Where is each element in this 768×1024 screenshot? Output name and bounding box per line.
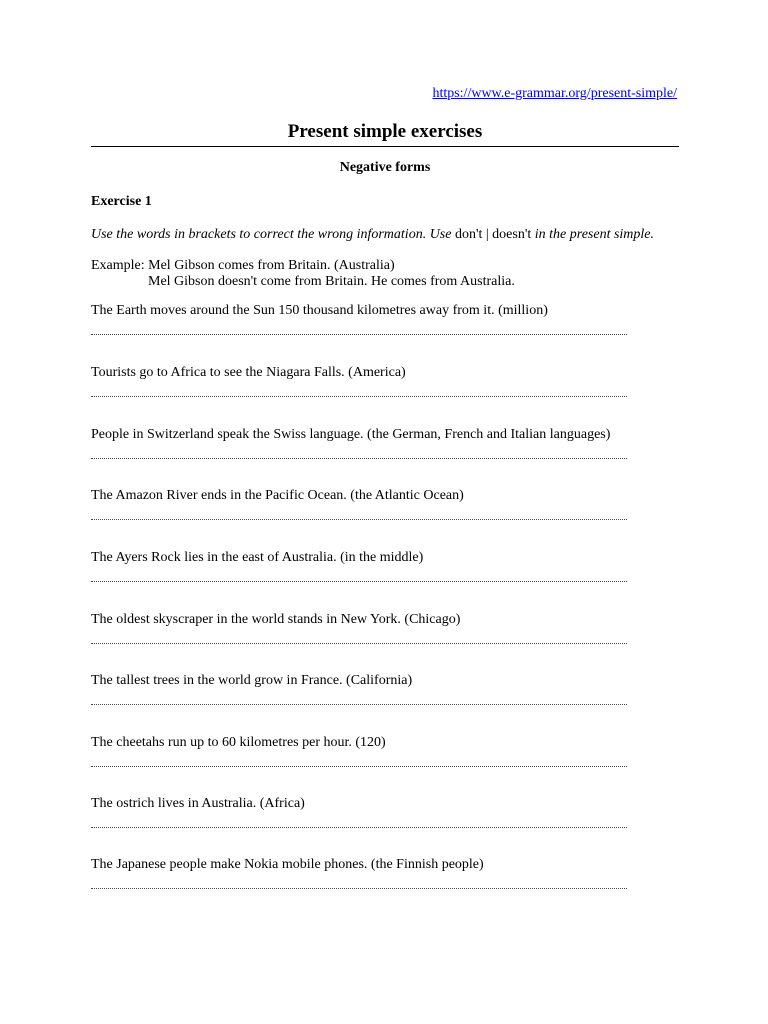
page-subtitle: Negative forms (339, 160, 431, 175)
exercise-sentence: Tourists go to Africa to see the Niagara Falls. (America) (91, 365, 406, 380)
exercise-item (91, 857, 691, 889)
exercise-sentence: The cheetahs run up to 60 kilometres per hour. (120) (91, 735, 386, 750)
answer-line[interactable] (91, 766, 627, 767)
answer-line[interactable] (91, 581, 627, 582)
answer-line[interactable] (91, 396, 627, 397)
exercise-instructions (91, 227, 654, 243)
exercise-item (91, 550, 691, 582)
exercise-heading: Exercise 1 (91, 194, 152, 209)
instruction-text-2: in the present simple. (531, 227, 655, 242)
answer-line[interactable] (91, 334, 627, 335)
example-answer: Mel Gibson doesn't come from Britain. He comes from Australia. (148, 274, 515, 289)
exercise-item (91, 796, 691, 828)
exercise-item (91, 365, 691, 397)
answer-line[interactable] (91, 888, 627, 889)
exercise-item (91, 427, 691, 459)
answer-line[interactable] (91, 458, 627, 459)
exercise-sentence: The ostrich lives in Australia. (Africa) (91, 796, 305, 811)
exercise-item (91, 673, 691, 705)
exercise-sentence: People in Switzerland speak the Swiss language. (the German, French and Italian languages) (91, 427, 611, 442)
answer-line[interactable] (91, 519, 627, 520)
exercise-sentence: The tallest trees in the world grow in France. (California) (91, 673, 413, 688)
exercise-sentence: The Japanese people make Nokia mobile phones. (the Finnish people) (91, 857, 484, 872)
exercise-sentence: The Amazon River ends in the Pacific Ocean. (the Atlantic Ocean) (91, 488, 464, 503)
instruction-text-1: Use the words in brackets to correct the wrong information. Use (91, 227, 455, 242)
source-link[interactable]: https://www.e-grammar.org/present-simple/ (432, 86, 677, 101)
example-sentence: Example: Mel Gibson comes from Britain. (Australia) (91, 258, 395, 273)
instruction-keywords: don't | doesn't (454, 227, 532, 242)
answer-line[interactable] (91, 827, 627, 828)
exercise-item (91, 303, 691, 335)
exercise-item (91, 612, 691, 644)
exercise-sentence: The Ayers Rock lies in the east of Australia. (in the middle) (91, 550, 424, 565)
title-divider (91, 146, 679, 147)
exercise-sentence: The oldest skyscraper in the world stands in New York. (Chicago) (91, 612, 461, 627)
exercise-item (91, 735, 691, 767)
exercise-item (91, 488, 691, 520)
answer-line[interactable] (91, 704, 627, 705)
page-title: Present simple exercises (287, 121, 483, 142)
exercise-sentence: The Earth moves around the Sun 150 thousand kilometres away from it. (million) (91, 303, 548, 318)
answer-line[interactable] (91, 643, 627, 644)
